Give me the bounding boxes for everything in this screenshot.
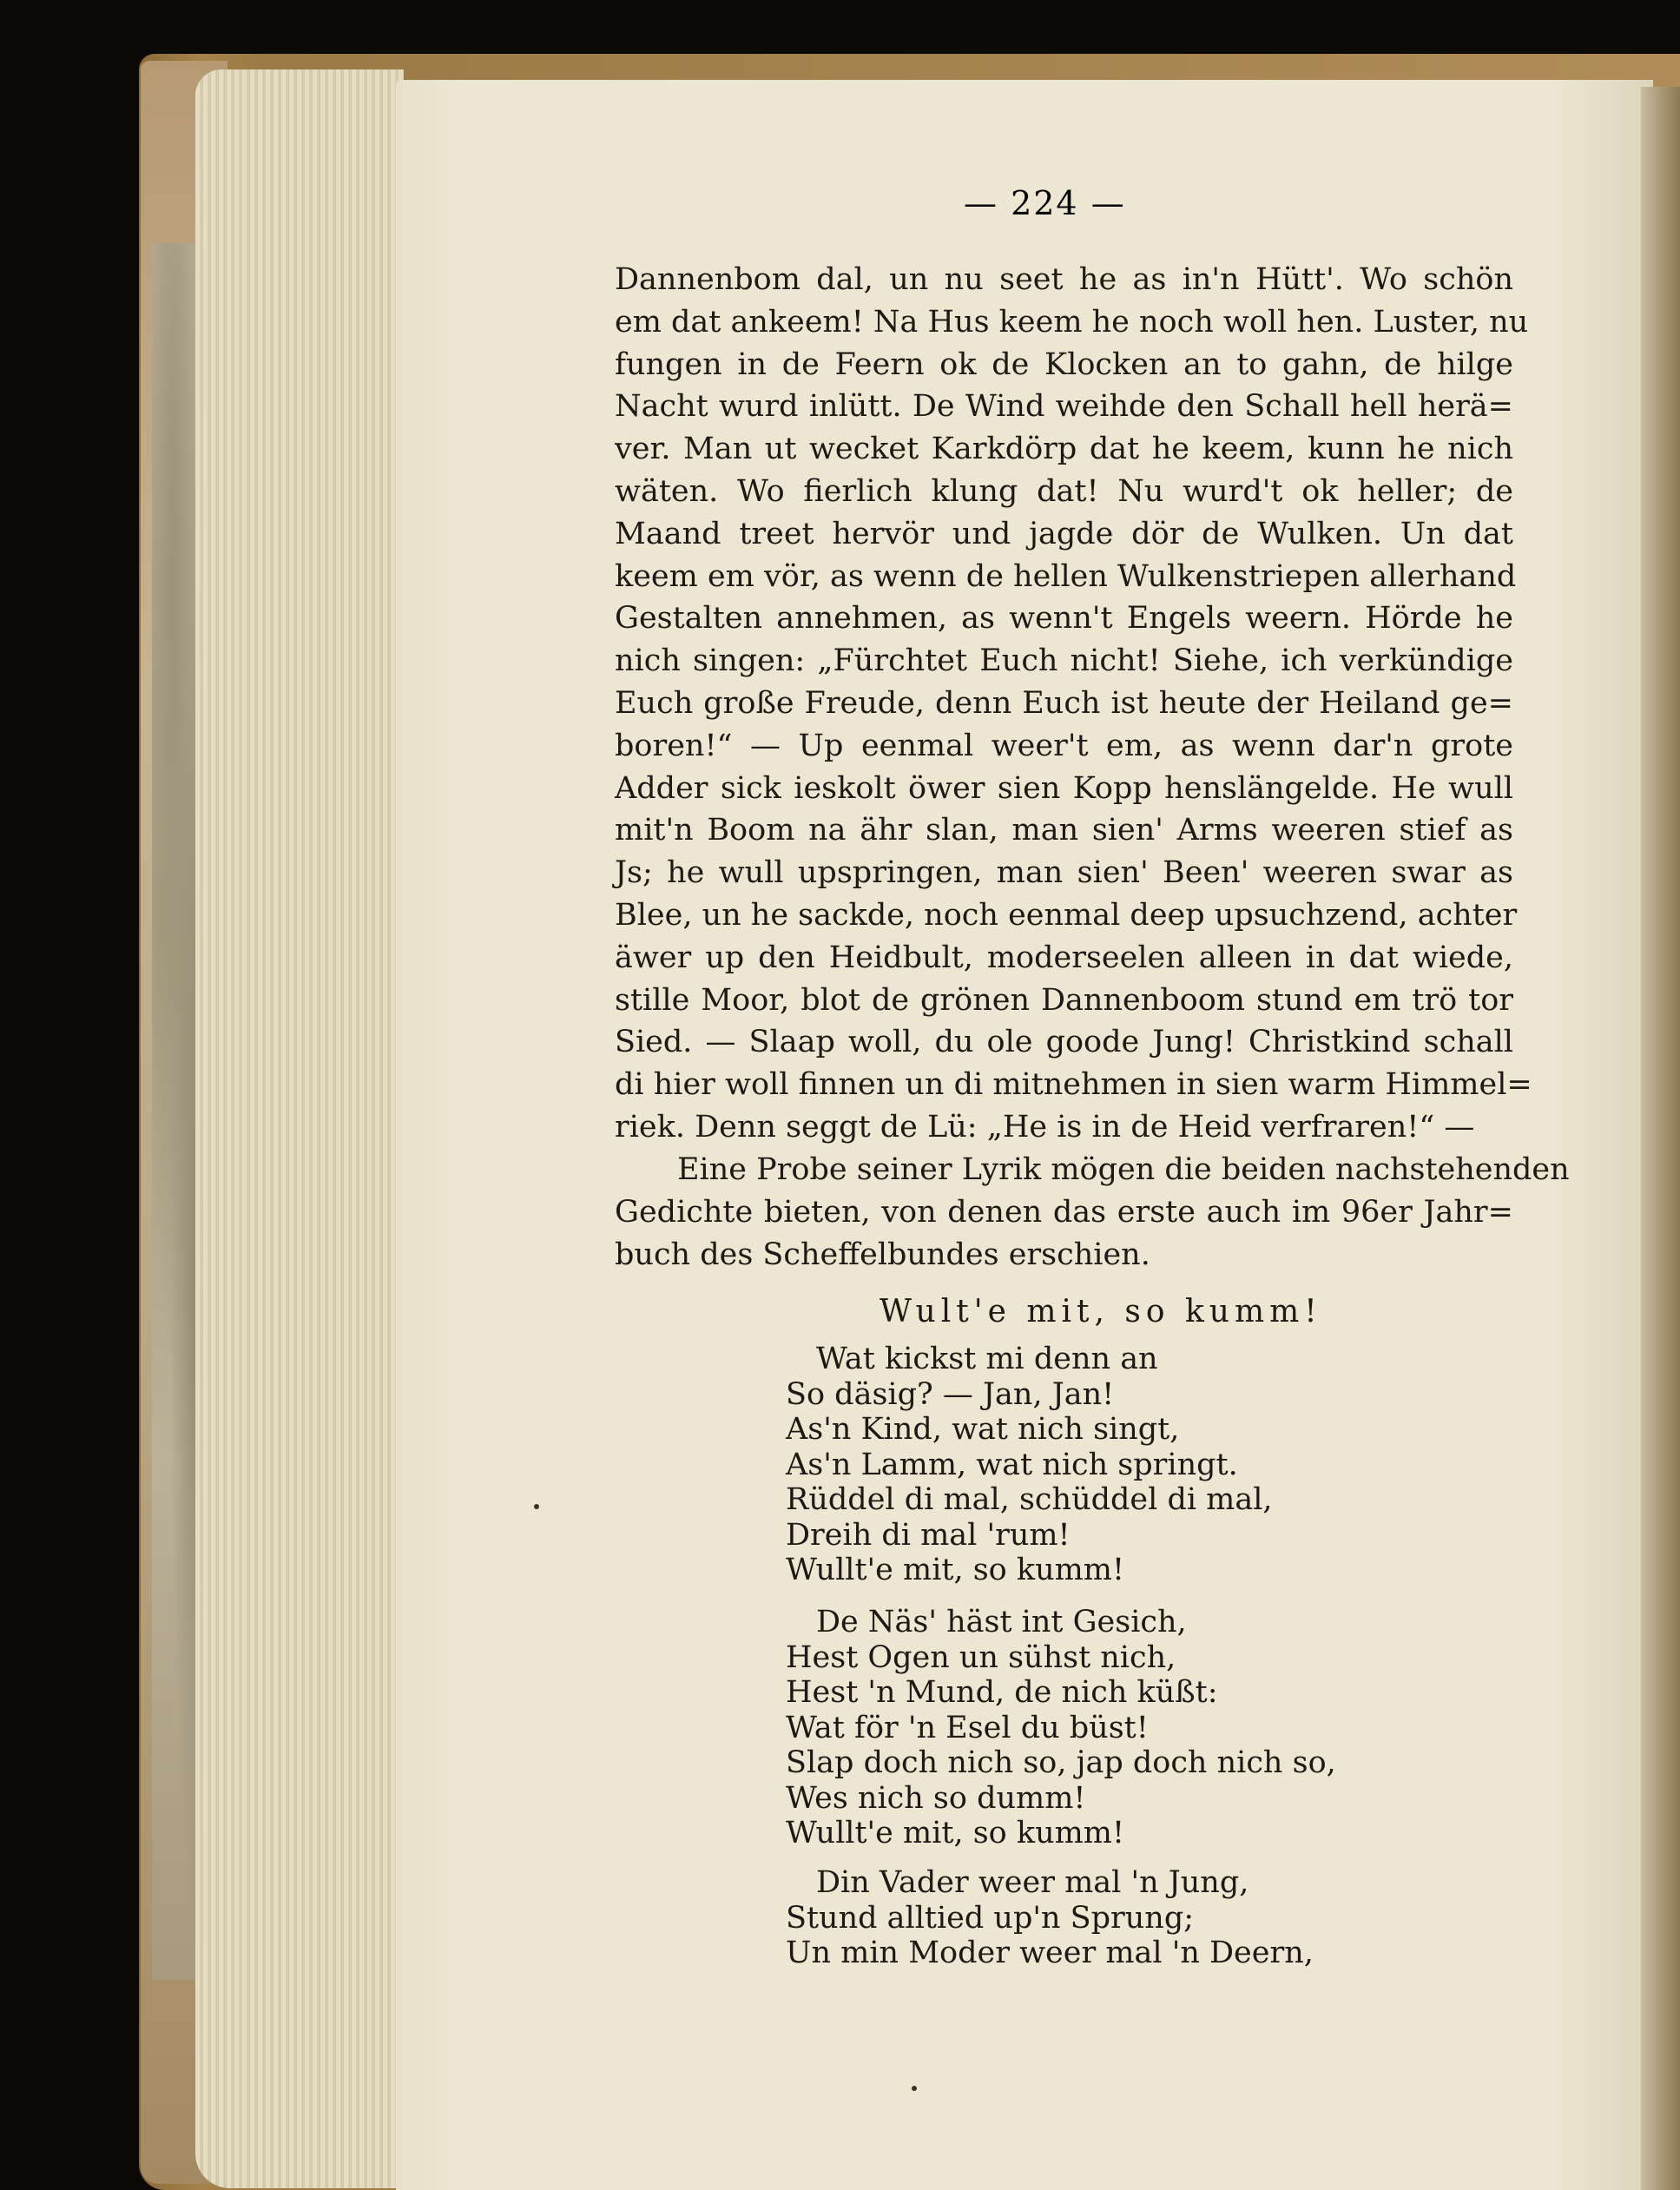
poem-stanza-3 <box>786 1865 1314 1971</box>
text-line: äwer up den Heidbult, modersеelen alleen in dat wiede, <box>615 940 1513 975</box>
text-line: wäten. Wo fierlich klung dat! Nu wurd't ok heller; de <box>615 473 1513 509</box>
text-line: Adder sick ieskolt öwer sien Kopp henslängelde. He wull <box>615 770 1513 806</box>
verse-line: Stund alltied up'n Sprung; <box>786 1900 1195 1936</box>
text-line: Gestalten annehmen, as wenn't Engels weern. Hörde he <box>615 601 1513 637</box>
text-line: keem em vör, as wenn de hellen Wulkenstriepen allerhand <box>615 558 1517 594</box>
verse-line: Wullt'e mit, so kumm! <box>786 1553 1125 1587</box>
paper-speck <box>912 2086 917 2091</box>
page-number: — 224 — <box>964 184 1126 222</box>
verse-line: Wat för 'n Esel du büst! <box>786 1710 1149 1745</box>
text-line: riek. Denn seggt de Lü: „He is in de Heid verfraren!“ — <box>615 1109 1475 1144</box>
text-line: Sied. — Slaap woll, du ole goode Jung! Christkind schall <box>615 1025 1513 1060</box>
verse-line: Wes nich so dumm! <box>786 1780 1086 1816</box>
verse-line: De Näs' häst int Gesich, <box>816 1605 1187 1639</box>
text-line: Nacht wurd inlütt. De Wind weihde den Schall hell herä= <box>615 389 1513 425</box>
poem-stanza-2 <box>786 1605 1336 1851</box>
page-edges <box>195 69 404 2188</box>
text-line: Blee, un he sackde, noch eenmal deep upsuchzend, achter <box>615 897 1518 933</box>
verse-line: Hest 'n Mund, de nich küßt: <box>786 1675 1218 1710</box>
verse-line: Slap doch nich so, jap doch nich so, <box>786 1745 1336 1780</box>
text-line: Dannenbom dal, un nu seet he as in'n Hütt'. Wo schön <box>615 262 1513 297</box>
text-line: em dat ankeem! Na Hus keem he noch woll hen. Luster, nu <box>615 304 1529 340</box>
text-line: boren!“ — Up eenmal weer't em, as wenn dar'n grote <box>615 728 1513 763</box>
verse-line: Hest Ogen un sühst nich, <box>786 1639 1176 1675</box>
verse-line: As'n Kind, wat nich singt, <box>786 1412 1180 1447</box>
verse-line: Din Vader weer mal 'n Jung, <box>816 1865 1249 1900</box>
prose-paragraph-1 <box>615 259 1532 1149</box>
text-line: fungen in de Feern ok de Klocken an to gahn, de hilge <box>615 346 1513 382</box>
text-line: Maand treet hervör und jagde dör de Wulken. Un dat <box>615 516 1513 551</box>
verse-line: So däsig? — Jan, Jan! <box>786 1376 1115 1412</box>
verse-line: Un min Moder weer mal 'n Deern, <box>786 1936 1314 1970</box>
text-line: Js; he wull upspringen, man sien' Been' weeren swar as <box>615 855 1513 891</box>
page-gutter-shadow <box>1641 87 1680 2190</box>
text-line: Euch große Freude, denn Euch ist heute der Heiland ge= <box>615 685 1513 721</box>
text-line: di hier woll finnen un di mitnehmen in sien warm Himmel= <box>615 1067 1532 1103</box>
text-line: ver. Man ut wecket Karkdörp dat he keem, kunn he nich <box>615 432 1513 467</box>
poem-title: Wult'e mit, so kumm! <box>880 1294 1322 1329</box>
text-line: mit'n Boom na ähr slan, man sien' Arms weeren stief as <box>615 813 1513 848</box>
poem-stanza-1 <box>786 1342 1273 1588</box>
text-line: Eine Probe seiner Lyrik mögen die beiden nachstehenden <box>677 1152 1570 1187</box>
paper-speck <box>534 1504 539 1509</box>
verse-line: Rüddel di mal, schüddel di mal, <box>786 1482 1273 1517</box>
prose-paragraph-2 <box>615 1149 1570 1276</box>
text-line: buch des Scheffelbundes erschien. <box>615 1237 1150 1272</box>
verse-line: Wullt'e mit, so kumm! <box>786 1816 1125 1850</box>
verse-line: Dreih di mal 'rum! <box>786 1517 1071 1553</box>
text-line: Gedichte bieten, von denen das erste auch im 96er Jahr= <box>615 1194 1513 1230</box>
text-line: stille Moor, blot de grönen Dannenboom stund em trö tor <box>615 982 1513 1018</box>
verse-line: Wat kickst mi denn an <box>816 1342 1158 1376</box>
verse-line: As'n Lamm, wat nich springt. <box>786 1447 1238 1482</box>
text-line: nich singen: „Fürchtet Euch nicht! Siehe, ich verkündige <box>615 643 1513 679</box>
